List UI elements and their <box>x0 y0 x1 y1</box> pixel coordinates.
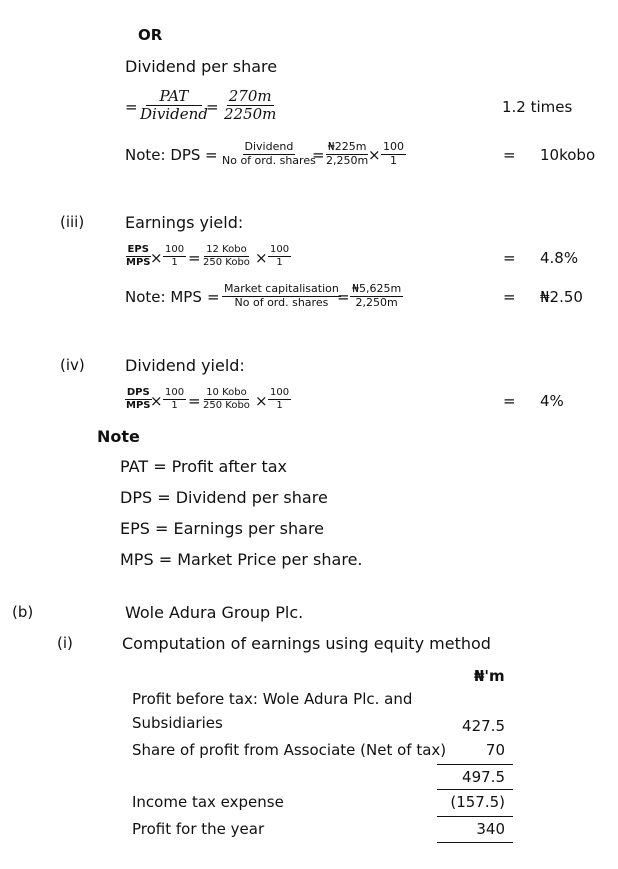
row-label: Income tax expense <box>132 793 284 811</box>
currency-header: ₦'m <box>474 667 505 685</box>
fraction-numerator: 100 <box>270 244 290 255</box>
note-item: PAT = Profit after tax <box>120 457 287 476</box>
equals-sign: = <box>503 288 516 306</box>
row-label: Profit before tax: Wole Adura Plc. and <box>132 690 413 708</box>
kobo-fraction <box>201 244 252 268</box>
company-heading: Wole Adura Group Plc. <box>125 603 304 622</box>
fraction-denominator: 1 <box>171 399 178 411</box>
row-label: Share of profit from Associate (Net of tax) <box>132 741 447 759</box>
fraction-numerator: Market capitalisation <box>224 282 339 295</box>
dps-mps-fraction <box>124 387 152 411</box>
equals-sign: = <box>503 146 516 164</box>
note-mps-label: Note: MPS <box>125 288 202 306</box>
fraction-numerator: EPS <box>127 244 149 255</box>
fraction-denominator: 1 <box>276 399 283 411</box>
earnings-yield-heading: Earnings yield: <box>125 213 244 232</box>
fraction-denominator: 250 Kobo <box>203 256 250 268</box>
note-item: MPS = Market Price per share. <box>120 550 363 569</box>
kobo-fraction <box>201 387 252 411</box>
dps-heading: Dividend per share <box>125 57 278 76</box>
total-value: 340 <box>476 820 505 838</box>
equals-sign: = <box>312 146 325 164</box>
result-value: 4.8% <box>540 249 579 267</box>
dividend-yield-heading: Dividend yield: <box>125 356 245 375</box>
note-item: EPS = Earnings per share <box>120 519 325 538</box>
fraction-denominator: 2,250m <box>355 295 398 309</box>
computation-heading: Computation of earnings using equity method <box>122 634 491 653</box>
result-value: 10kobo <box>540 146 596 164</box>
row-value: 70 <box>485 741 505 759</box>
row-value: 427.5 <box>462 717 505 735</box>
equals-sign: = <box>503 249 516 267</box>
note-dps-label: Note: DPS <box>125 146 201 164</box>
equals-sign: = <box>188 392 201 410</box>
fraction-denominator: 2,250m <box>326 153 369 167</box>
fraction-denominator: No of ord. shares <box>222 153 316 167</box>
fraction-numerator: 10 Kobo <box>206 387 247 398</box>
equals-sign: = <box>188 249 201 267</box>
note-heading: Note <box>97 427 140 446</box>
subtotal-value: 497.5 <box>462 768 505 786</box>
section-label: (b) <box>12 603 34 621</box>
fraction-denominator: 1 <box>171 256 178 268</box>
times-sign: × <box>255 392 268 410</box>
fraction-denominator: MPS <box>126 256 151 268</box>
fraction-numerator: 100 <box>270 387 290 398</box>
times-sign: × <box>150 249 163 267</box>
item-label: (i) <box>57 634 73 652</box>
amount-fraction <box>324 141 370 167</box>
fraction-numerator: 270m <box>228 87 272 105</box>
percent-fraction <box>163 244 186 268</box>
value-fraction <box>222 88 278 124</box>
equals-sign: = <box>337 288 350 306</box>
times-sign: × <box>368 146 381 164</box>
times-sign: × <box>150 392 163 410</box>
result-value: ₦2.50 <box>540 288 583 306</box>
percent-fraction <box>163 387 186 411</box>
fraction-numerator: PAT <box>146 88 203 106</box>
fraction-denominator: MPS <box>126 399 151 411</box>
row-value: (157.5) <box>450 793 505 811</box>
percent-fraction <box>268 244 291 268</box>
fraction-denominator: 1 <box>276 256 283 268</box>
subtotal-rule <box>437 789 513 790</box>
row-label: Profit for the year <box>132 820 265 838</box>
fraction-numerator: DPS <box>126 387 150 398</box>
equals-sign: = <box>503 392 516 410</box>
fraction-numerator: Dividend <box>244 140 294 153</box>
fraction-denominator: 1 <box>390 153 397 167</box>
dividend-shares-fraction <box>220 141 318 167</box>
equals-sign: = <box>205 146 218 164</box>
fraction-denominator: Dividend <box>140 105 208 124</box>
fraction-numerator: 12 Kobo <box>206 244 247 255</box>
market-cap-fraction <box>222 283 341 309</box>
total-rule <box>437 842 513 843</box>
fraction-numerator: ₦225m <box>327 140 367 153</box>
result-value: 4% <box>540 392 564 410</box>
fraction-numerator: ₦5,625m <box>352 282 402 295</box>
total-rule <box>437 816 513 817</box>
eps-mps-fraction <box>124 244 152 268</box>
fraction-numerator: 100 <box>383 140 404 153</box>
fraction-denominator: 250 Kobo <box>203 399 250 411</box>
pat-dividend-fraction <box>138 88 210 124</box>
fraction-denominator: 2250m <box>224 105 277 124</box>
equals-sign: = <box>207 288 220 306</box>
note-item: DPS = Dividend per share <box>120 488 328 507</box>
result-value: 1.2 times <box>502 98 573 116</box>
item-label: (iii) <box>60 213 85 231</box>
item-label: (iv) <box>60 356 85 374</box>
subtotal-rule <box>437 764 513 765</box>
fraction-denominator: No of ord. shares <box>234 295 329 309</box>
row-label: Subsidiaries <box>132 714 223 732</box>
or-label: OR <box>138 26 163 44</box>
fraction-numerator: 100 <box>165 244 185 255</box>
amount-fraction <box>350 283 403 309</box>
percent-fraction <box>381 141 406 167</box>
equals-sign: = <box>125 98 138 116</box>
equals-sign: = <box>206 98 219 116</box>
percent-fraction <box>268 387 291 411</box>
fraction-numerator: 100 <box>165 387 185 398</box>
times-sign: × <box>255 249 268 267</box>
